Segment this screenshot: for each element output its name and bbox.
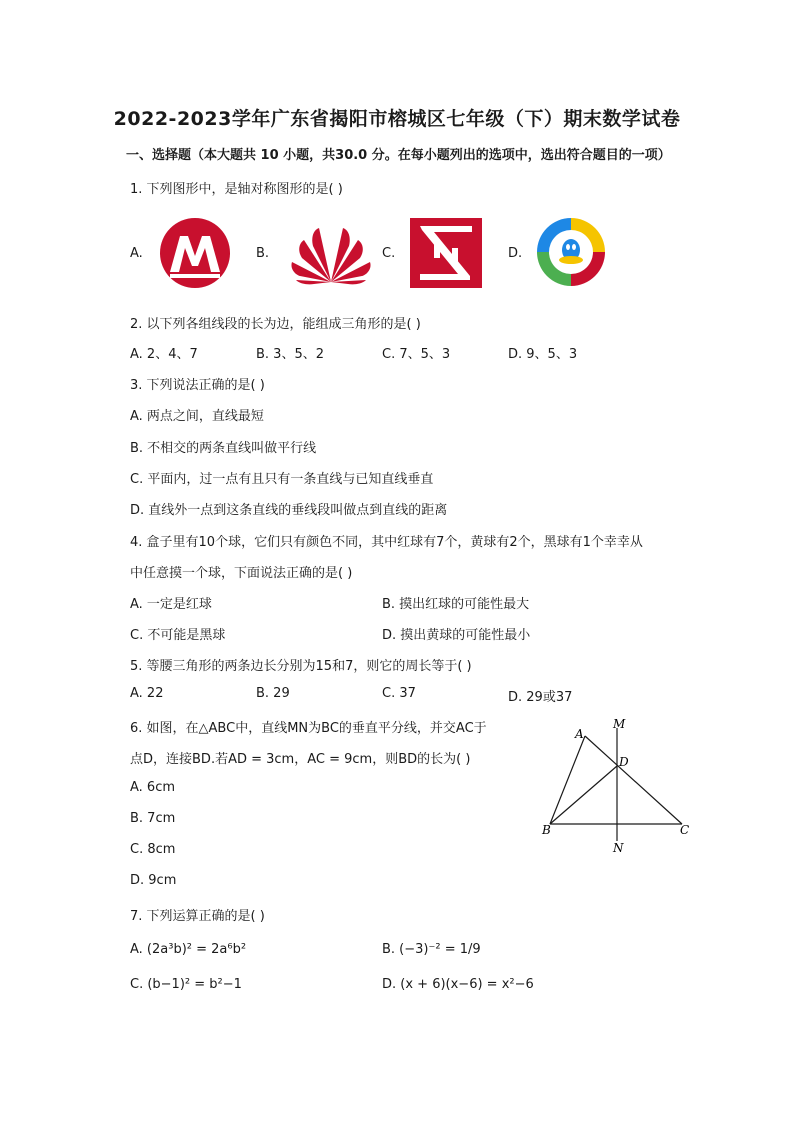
question-5-text: 5. 等腰三角形的两条边长分别为15和7，则它的周长等于( ) xyxy=(130,659,472,674)
q2-option-b: B. 3、5、2 xyxy=(256,347,324,362)
china-merchants-bank-logo xyxy=(156,216,234,290)
q1-option-c-label: C. xyxy=(382,246,396,261)
triangle-figure xyxy=(535,716,700,856)
qq-colorful-ring-logo xyxy=(533,214,609,290)
q2-option-d: D. 9、5、3 xyxy=(508,347,578,362)
q5-option-d: D. 29或37 xyxy=(508,690,573,705)
q3-option-c: C. 平面内，过一点有且只有一条直线与已知直线垂直 xyxy=(130,472,434,487)
figure-label-n: N xyxy=(613,841,624,855)
question-4-line-1: 4. 盒子里有10个球，它们只有颜色不同，其中红球有7个，黄球有2个，黑球有1个幸幸从 xyxy=(130,535,643,550)
question-1-text: 1. 下列图形中，是轴对称图形的是( ) xyxy=(130,182,343,197)
question-6-line-2: 点D，连接BD.若AD = 3cm，AC = 9cm，则BD的长为( ) xyxy=(130,752,471,767)
q1-option-d-label: D. xyxy=(508,246,523,261)
q5-option-c: C. 37 xyxy=(382,686,416,701)
q6-option-c: C. 8cm xyxy=(130,842,176,857)
figure-label-c: C xyxy=(680,823,690,837)
q2-option-a: A. 2、4、7 xyxy=(130,347,198,362)
huawei-logo xyxy=(286,218,376,288)
figure-label-m: M xyxy=(613,717,626,731)
q4-option-a: A. 一定是红球 xyxy=(130,597,212,612)
q3-option-b: B. 不相交的两条直线叫做平行线 xyxy=(130,441,317,456)
q5-option-a: A. 22 xyxy=(130,686,164,701)
question-6-line-1: 6. 如图，在△ABC中，直线MN为BC的垂直平分线，并交AC于 xyxy=(130,721,487,736)
question-7-text: 7. 下列运算正确的是( ) xyxy=(130,909,265,924)
q4-option-d: D. 摸出黄球的可能性最小 xyxy=(382,628,531,643)
q7-option-a: A. (2a³b)² = 2a⁶b² xyxy=(130,942,247,957)
question-2-text: 2. 以下列各组线段的长为边，能组成三角形的是( ) xyxy=(130,317,421,332)
page-title: 2022-2023学年广东省揭阳市榕城区七年级（下）期末数学试卷 xyxy=(113,108,681,130)
question-3-text: 3. 下列说法正确的是( ) xyxy=(130,378,265,393)
q1-option-b-label: B. xyxy=(256,246,270,261)
q3-option-d: D. 直线外一点到这条直线的垂线段叫做点到直线的距离 xyxy=(130,503,448,518)
q7-option-c: C. (b−1)² = b²−1 xyxy=(130,977,242,992)
q6-option-d: D. 9cm xyxy=(130,873,177,888)
q7-option-d: D. (x + 6)(x−6) = x²−6 xyxy=(382,977,534,992)
q1-option-a-label: A. xyxy=(130,246,143,261)
figure-label-a: A xyxy=(575,727,584,741)
q6-option-a: A. 6cm xyxy=(130,780,176,795)
q2-option-c: C. 7、5、3 xyxy=(382,347,451,362)
q6-option-b: B. 7cm xyxy=(130,811,176,826)
q4-option-b: B. 摸出红球的可能性最大 xyxy=(382,597,530,612)
red-zigzag-square-logo xyxy=(410,218,482,288)
q7-option-b: B. (−3)⁻² = 1/9 xyxy=(382,942,481,957)
figure-label-b: B xyxy=(542,823,551,837)
q4-option-c: C. 不可能是黑球 xyxy=(130,628,226,643)
section-heading: 一、选择题（本大题共 10 小题，共30.0 分。在每小题列出的选项中，选出符合题目的一项） xyxy=(126,148,671,163)
figure-label-d: D xyxy=(619,755,629,769)
q5-option-b: B. 29 xyxy=(256,686,290,701)
q3-option-a: A. 两点之间，直线最短 xyxy=(130,409,264,424)
question-4-line-2: 中任意摸一个球，下面说法正确的是( ) xyxy=(130,566,353,581)
